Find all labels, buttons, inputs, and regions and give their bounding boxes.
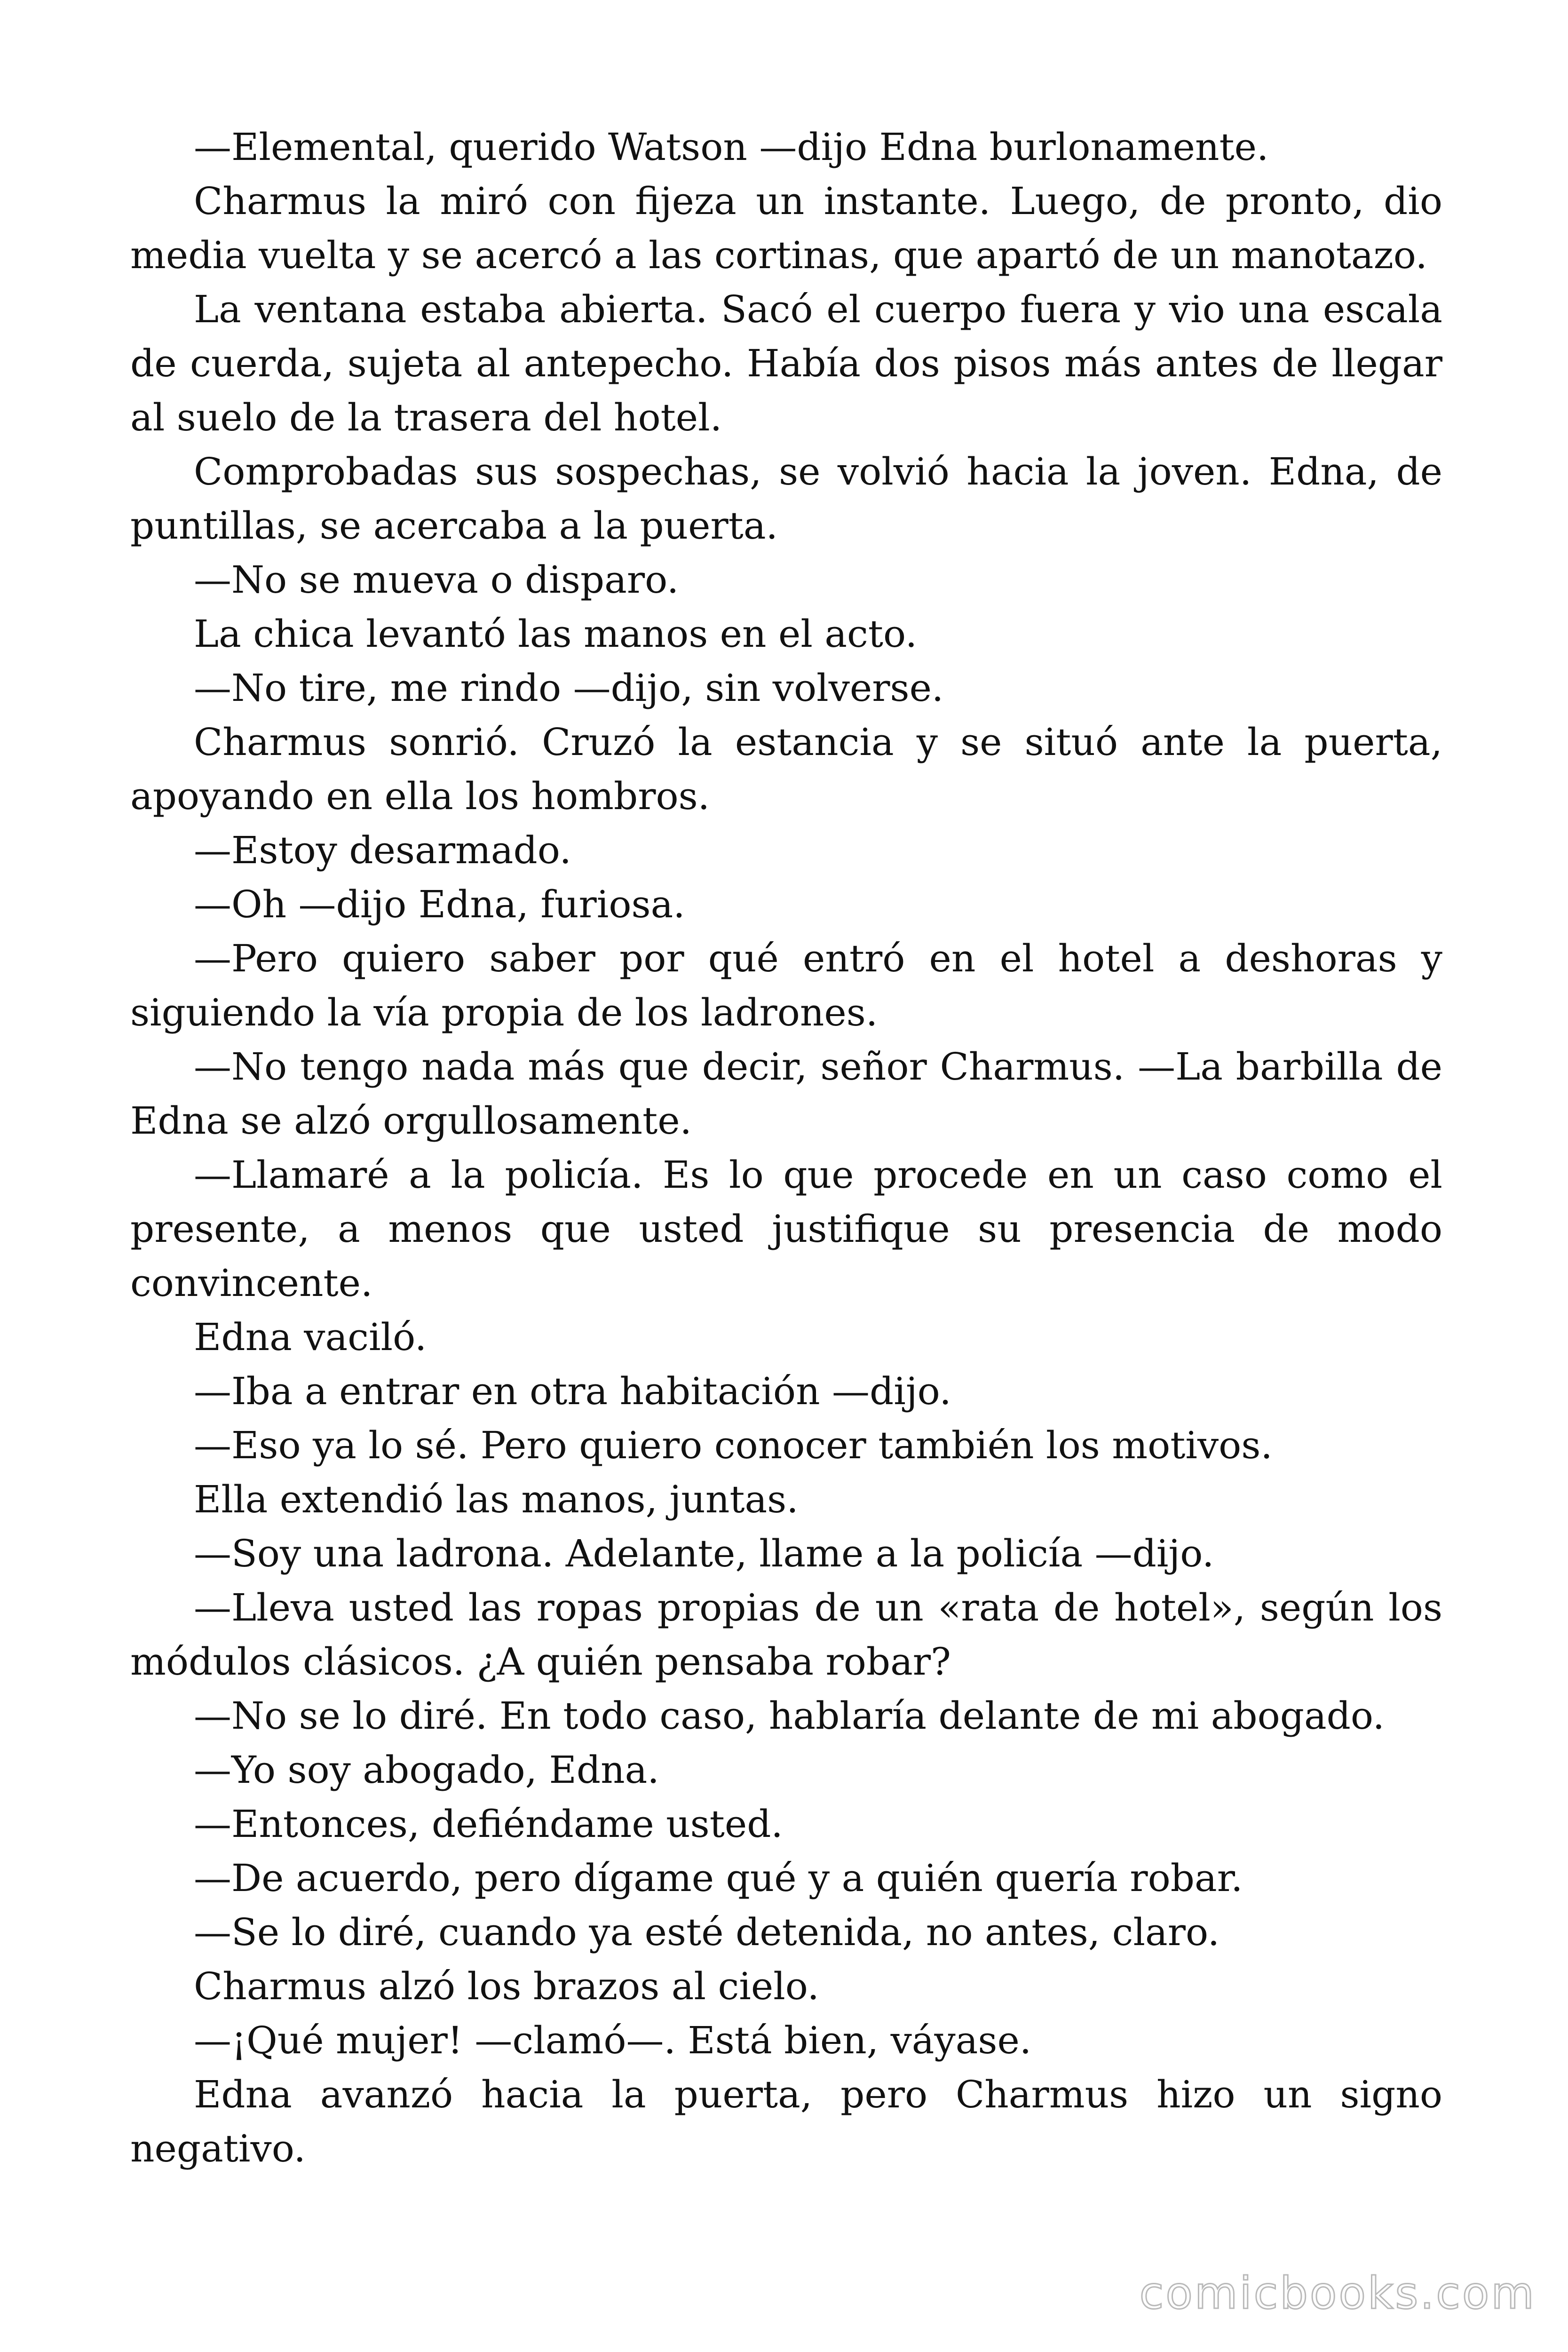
paragraph: —No se mueva o disparo. xyxy=(194,558,679,602)
watermark: comicbooks.com xyxy=(1139,2268,1536,2319)
paragraph: La chica levantó las manos en el acto. xyxy=(194,612,918,656)
paragraph: —Eso ya lo sé. Pero quiero conocer también los motivos. xyxy=(194,1423,1273,1467)
paragraph: —Pero quiero saber por qué entró en el hotel a deshoras y siguiendo la vía propia de los ladrones. xyxy=(130,937,1442,1034)
paragraph: —Soy una ladrona. Adelante, llame a la policía —dijo. xyxy=(194,1532,1214,1575)
paragraph: La ventana estaba abierta. Sacó el cuerpo fuera y vio una escala de cuerda, sujeta al antepecho. Había dos pisos más antes de llegar al suelo de la trasera del hotel. xyxy=(130,287,1442,439)
paragraph: —No tire, me rindo —dijo, sin volverse. xyxy=(194,666,944,710)
paragraph: —Iba a entrar en otra habitación —dijo. xyxy=(194,1369,951,1413)
paragraph: —Estoy desarmado. xyxy=(194,828,571,872)
paragraph: —Llamaré a la policía. Es lo que procede en un caso como el presente, a menos que usted justifique su presencia de modo convincente. xyxy=(130,1153,1442,1305)
paragraph: Edna vaciló. xyxy=(194,1315,427,1359)
paragraph: —Entonces, defiéndame usted. xyxy=(194,1802,783,1846)
paragraph: Edna avanzó hacia la puerta, pero Charmus hizo un signo negativo. xyxy=(130,2073,1442,2170)
page-body xyxy=(130,120,1442,2176)
paragraph: —Yo soy abogado, Edna. xyxy=(194,1748,659,1792)
paragraph: —No se lo diré. En todo caso, hablaría delante de mi abogado. xyxy=(194,1694,1385,1738)
paragraph: —Oh —dijo Edna, furiosa. xyxy=(194,882,685,926)
paragraph: —De acuerdo, pero dígame qué y a quién quería robar. xyxy=(194,1856,1243,1900)
paragraph: Comprobadas sus sospechas, se volvió hacia la joven. Edna, de puntillas, se acercaba a la puerta. xyxy=(130,450,1442,548)
paragraph: —Lleva usted las ropas propias de un «rata de hotel», según los módulos clásicos. ¿A quién pensaba robar? xyxy=(130,1586,1442,1684)
paragraph: Charmus alzó los brazos al cielo. xyxy=(194,1964,819,2008)
paragraph: —Se lo diré, cuando ya esté detenida, no antes, claro. xyxy=(194,1910,1220,1954)
paragraph: —Elemental, querido Watson —dijo Edna burlonamente. xyxy=(194,125,1269,169)
paragraph: Charmus sonrió. Cruzó la estancia y se situó ante la puerta, apoyando en ella los hombros. xyxy=(130,720,1442,818)
paragraph: Charmus la miró con fijeza un instante. Luego, de pronto, dio media vuelta y se acercó a las cortinas, que apartó de un manotazo. xyxy=(130,179,1442,277)
paragraph: —No tengo nada más que decir, señor Charmus. —La barbilla de Edna se alzó orgullosamente. xyxy=(130,1045,1442,1143)
paragraph: Ella extendió las manos, juntas. xyxy=(194,1478,799,1521)
paragraph: —¡Qué mujer! —clamó—. Está bien, váyase. xyxy=(194,2018,1032,2062)
